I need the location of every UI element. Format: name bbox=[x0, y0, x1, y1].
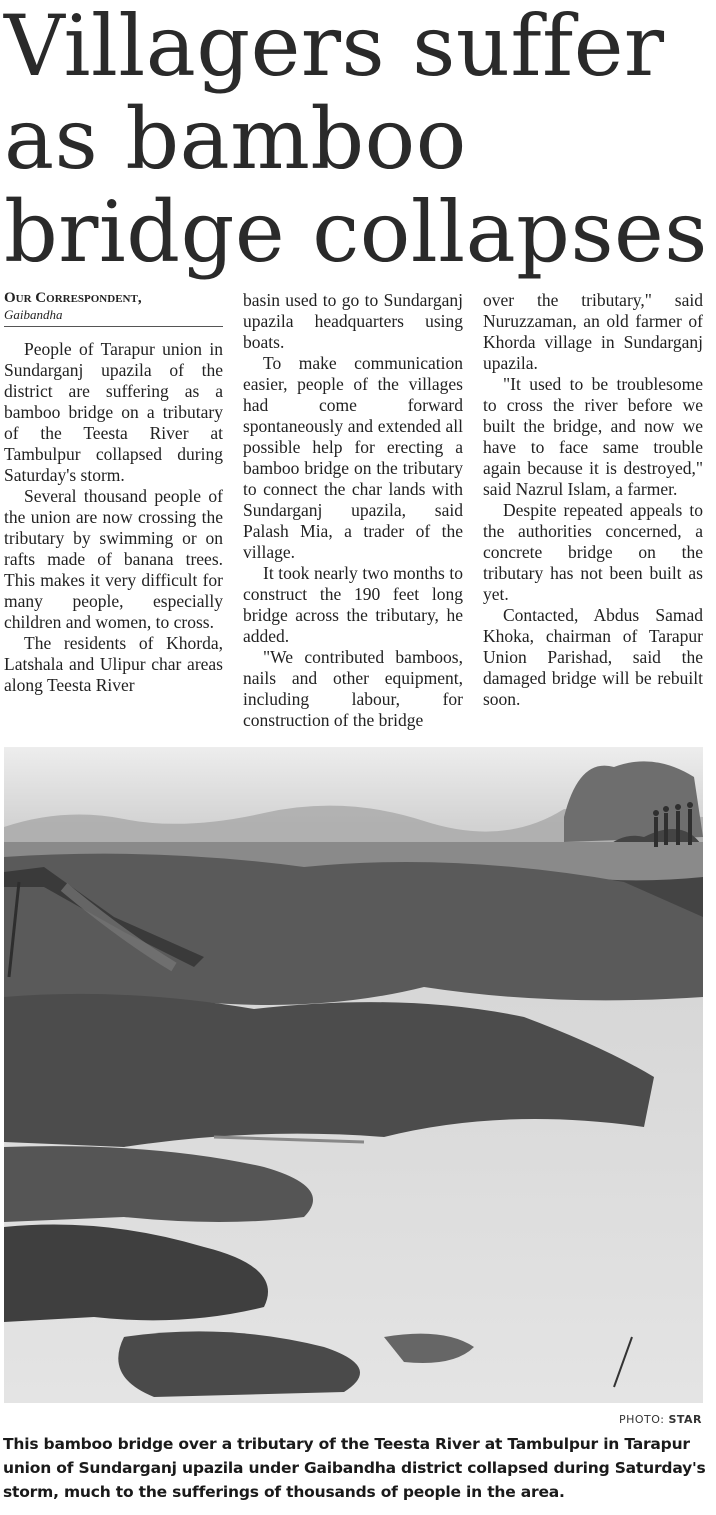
paragraph: The residents of Khorda, Latshala and Ulipur char areas along Teesta River bbox=[4, 633, 223, 695]
photo-credit-source: STAR bbox=[668, 1413, 702, 1426]
byline-place: Gaibandha bbox=[4, 307, 63, 322]
news-photo bbox=[4, 747, 703, 1403]
paragraph: It took nearly two months to construct the 190 feet long bridge across the tributary, he added. bbox=[243, 563, 463, 646]
paragraph: "We contributed bamboos, nails and other equipment, including labour, for construction of the bridge bbox=[243, 647, 463, 730]
paragraph-continued: basin used to go to Sundarganj upazila headquarters using boats. bbox=[243, 290, 463, 352]
paragraph-continued: over the tributary," said Nuruzzaman, an old farmer of Khorda village in Sundarganj upazila. bbox=[483, 290, 703, 373]
photo-credit bbox=[619, 1413, 702, 1426]
byline bbox=[4, 290, 223, 327]
photo-caption: This bamboo bridge over a tributary of the Teesta River at Tambulpur in Tarapur union of Sundarganj upazila under Gaibandha district collapsed during Saturday's storm, much to the sufferings of thousands of people in the area. bbox=[3, 1435, 706, 1501]
paragraph: To make communication easier, people of the villages had come forward spontaneously and extended all possible help for erecting a bamboo bridge on the tributary to connect the char lands with Sundarganj upazila, said Palash Mia, a trader of the village. bbox=[243, 353, 463, 562]
paragraph: Several thousand people of the union are now crossing the tributary by swimming or on rafts made of banana trees. This makes it very difficult for many people, especially children and women, to cross. bbox=[4, 486, 223, 632]
paragraph: People of Tarapur union in Sundarganj upazila of the district are suffering as a bamboo bridge on a tributary of the Teesta River at Tambulpur collapsed during Saturday's storm. bbox=[4, 339, 223, 485]
article-column-3 bbox=[483, 290, 703, 710]
byline-name: Our Correspondent, bbox=[4, 290, 142, 306]
paragraph: Despite repeated appeals to the authorities concerned, a concrete bridge on the tributary has not been built as yet. bbox=[483, 500, 703, 604]
headline: Villagers suffer as bamboo bridge collapses bbox=[4, 0, 708, 281]
river-hyacinth-photo bbox=[4, 747, 703, 1403]
paragraph: Contacted, Abdus Samad Khoka, chairman of Tarapur Union Parishad, said the damaged bridge will be rebuilt soon. bbox=[483, 605, 703, 709]
photo-credit-label: PHOTO: bbox=[618, 1413, 665, 1426]
article-column-2 bbox=[243, 290, 463, 731]
article-column-1 bbox=[4, 290, 223, 696]
paragraph: "It used to be troublesome to cross the river before we built the bridge, and now we have to face same trouble again because it is destroyed," said Nazrul Islam, a farmer. bbox=[483, 374, 703, 499]
